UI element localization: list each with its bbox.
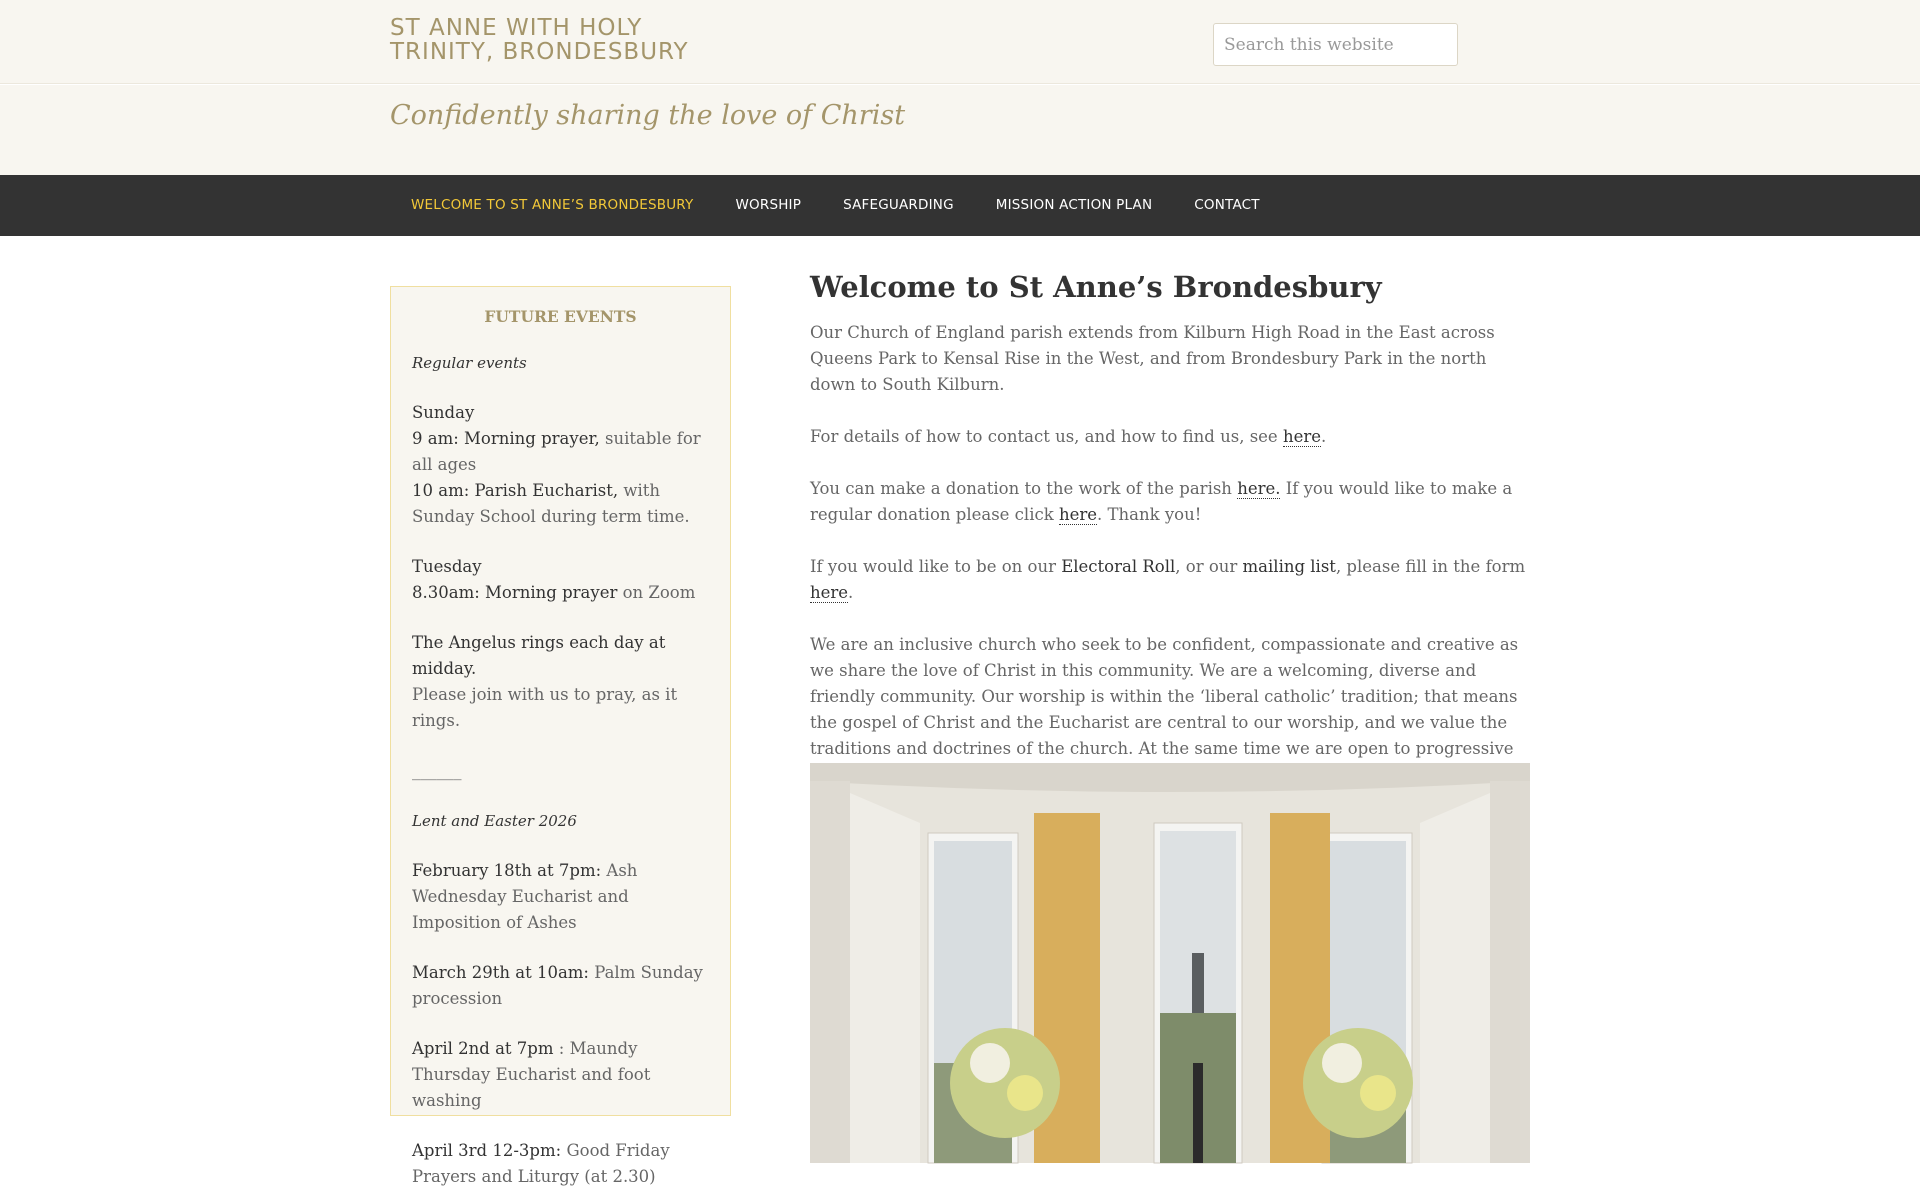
nav-item-safeguarding[interactable]: SAFEGUARDING bbox=[843, 197, 954, 213]
donation-paragraph bbox=[810, 476, 1530, 528]
divider-text: ______ bbox=[412, 761, 462, 780]
donation-here-link[interactable]: here. bbox=[1237, 479, 1281, 498]
site-title[interactable]: ST ANNE WITH HOLY TRINITY, BRONDESBURY bbox=[390, 15, 689, 65]
event-desc: suitable for all ages bbox=[412, 429, 701, 474]
sunday-9am-event bbox=[412, 426, 709, 478]
event-desc: on Zoom bbox=[617, 583, 696, 602]
search-input[interactable] bbox=[1213, 23, 1458, 66]
page-title: Welcome to St Anne’s Brondesbury bbox=[810, 270, 1382, 304]
event-time: April 3rd 12-3pm: bbox=[412, 1141, 562, 1160]
lent-easter-heading: Lent and Easter 2026 bbox=[412, 812, 577, 830]
punctuation: . bbox=[1321, 427, 1327, 446]
event-time: February 18th at 7pm: bbox=[412, 861, 602, 880]
widget-title: FUTURE EVENTS bbox=[484, 307, 637, 326]
angelus-text: Please join with us to pray, as it rings. bbox=[412, 685, 678, 730]
connector-text: , or our bbox=[1175, 557, 1243, 576]
event-maundy-thursday bbox=[412, 1036, 709, 1114]
event-time: March 29th at 10am: bbox=[412, 963, 589, 982]
regular-donation-text: If you would like to make a regular donation please click bbox=[810, 479, 1513, 524]
event-good-friday bbox=[412, 1138, 709, 1190]
event-time: April 2nd at 7pm bbox=[412, 1039, 554, 1058]
church-interior-image bbox=[810, 763, 1530, 1163]
future-events-widget bbox=[390, 286, 731, 1186]
event-desc: Palm Sunday procession bbox=[412, 963, 703, 1008]
event-time: 8.30am: Morning prayer bbox=[412, 583, 618, 602]
event-desc: with Sunday School during term time. bbox=[412, 481, 690, 526]
nav-item-contact[interactable]: CONTACT bbox=[1194, 197, 1260, 213]
tuesday-event bbox=[412, 580, 709, 606]
sunday-label: Sunday bbox=[412, 403, 475, 422]
site-tagline: Confidently sharing the love of Christ bbox=[390, 100, 906, 131]
tuesday-label: Tuesday bbox=[412, 557, 482, 576]
contact-paragraph bbox=[810, 424, 1530, 450]
tagline-band bbox=[0, 85, 1920, 175]
electoral-roll-label: Electoral Roll bbox=[1061, 557, 1176, 576]
nav-menu bbox=[390, 175, 1281, 236]
nav-item-worship[interactable]: WORSHIP bbox=[735, 197, 802, 213]
main-content bbox=[810, 270, 1530, 840]
form-here-link[interactable]: here bbox=[810, 583, 849, 602]
event-time: 10 am: Parish Eucharist, bbox=[412, 481, 619, 500]
site-header bbox=[0, 0, 1920, 84]
regular-events-heading: Regular events bbox=[412, 354, 527, 372]
church-interior-illustration bbox=[810, 763, 1530, 1163]
nav-item-mission-action-plan[interactable]: MISSION ACTION PLAN bbox=[995, 197, 1153, 213]
event-desc: Ash Wednesday Eucharist and Imposition of Ashes bbox=[412, 861, 638, 932]
event-ash-wednesday bbox=[412, 858, 709, 936]
event-time: 9 am: Morning prayer, bbox=[412, 429, 600, 448]
regular-donation-here-link[interactable]: here bbox=[1058, 505, 1098, 524]
event-desc: Good Friday Prayers and Liturgy (at 2.30) bbox=[412, 1141, 670, 1186]
sunday-10am-event bbox=[412, 478, 709, 530]
contact-here-link[interactable]: here bbox=[1282, 427, 1321, 446]
electoral-roll-paragraph bbox=[810, 554, 1530, 606]
primary-navigation bbox=[0, 175, 1920, 236]
donation-text: You can make a donation to the work of the parish bbox=[810, 479, 1238, 498]
form-text: , please fill in the form bbox=[1335, 557, 1526, 576]
parish-description: Our Church of England parish extends from Kilburn High Road in the East across Queens Park to Kensal Rise in the West, and from Brondesbury Park in the north down to South Kilburn. bbox=[810, 323, 1495, 394]
angelus-note: The Angelus rings each day at midday. bbox=[412, 633, 666, 678]
nav-item-welcome[interactable]: WELCOME TO ST ANNE’S BRONDESBURY bbox=[411, 197, 694, 213]
mailing-list-label: mailing list bbox=[1242, 557, 1336, 576]
inclusive-church-paragraph: We are an inclusive church who seek to be confident, compassionate and creative as we share the love of Christ in this community. We are a welcoming, diverse and friendly community. Our worship is within the ‘liberal catholic’ tradition; that means the gospel of Christ and the Eucharist are central to our worship, and we value the traditions and doctrines of the church. At the same time we are open to progressive bbox=[810, 635, 1519, 758]
event-desc: : Maundy Thursday Eucharist and foot washing bbox=[412, 1039, 651, 1110]
contact-text: For details of how to contact us, and how to find us, see bbox=[810, 427, 1283, 446]
event-palm-sunday bbox=[412, 960, 709, 1012]
punctuation: . bbox=[848, 583, 854, 602]
thank-you-text: . Thank you! bbox=[1097, 505, 1202, 524]
electoral-text: If you would like to be on our bbox=[810, 557, 1062, 576]
